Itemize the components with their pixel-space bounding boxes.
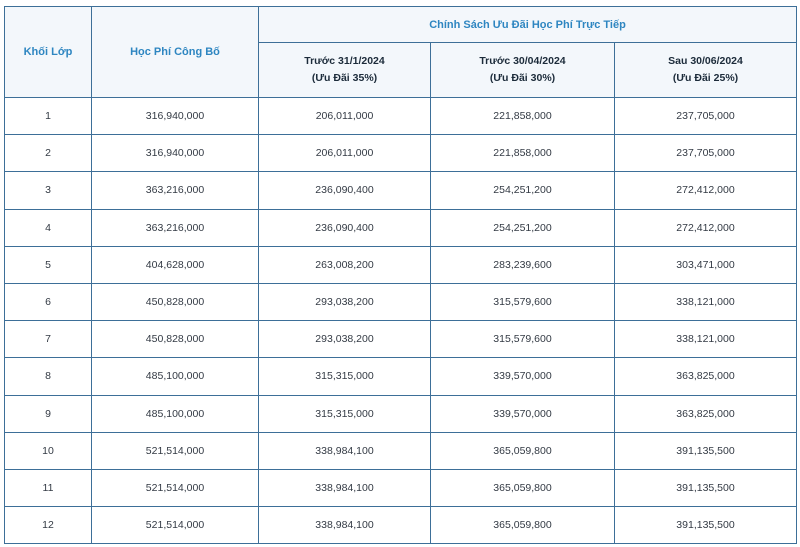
cell-published-fee: 363,216,000 [92,172,259,209]
cell-fee-before-jan: 236,090,400 [259,172,431,209]
cell-published-fee: 521,514,000 [92,432,259,469]
table-row [5,321,797,358]
table-row [5,507,797,544]
header-after-jun-discount: (Ưu Đãi 25%) [672,72,739,84]
cell-fee-before-jan: 206,011,000 [259,98,431,135]
cell-fee-before-jan: 206,011,000 [259,135,431,172]
cell-published-fee: 450,828,000 [92,283,259,320]
header-before-jan [259,43,431,98]
cell-fee-before-apr: 365,059,800 [431,507,615,544]
header-after-jun [615,43,797,98]
table-row [5,432,797,469]
cell-grade: 11 [5,469,92,506]
cell-fee-before-apr: 339,570,000 [431,395,615,432]
header-policy-group: Chính Sách Ưu Đãi Học Phí Trực Tiếp [259,7,797,43]
header-row-top [5,7,797,43]
cell-fee-before-apr: 221,858,000 [431,98,615,135]
cell-grade: 4 [5,209,92,246]
table-body [5,98,797,544]
header-before-jan-discount: (Ưu Đãi 35%) [311,72,378,84]
cell-grade: 8 [5,358,92,395]
cell-fee-before-jan: 338,984,100 [259,469,431,506]
cell-fee-before-apr: 254,251,200 [431,172,615,209]
cell-published-fee: 450,828,000 [92,321,259,358]
table-row [5,135,797,172]
header-after-jun-date: Sau 30/06/2024 [668,55,743,67]
cell-fee-before-apr: 365,059,800 [431,432,615,469]
cell-fee-before-apr: 339,570,000 [431,358,615,395]
table-row [5,98,797,135]
cell-published-fee: 521,514,000 [92,507,259,544]
cell-fee-before-apr: 254,251,200 [431,209,615,246]
cell-published-fee: 316,940,000 [92,98,259,135]
cell-grade: 1 [5,98,92,135]
cell-fee-after-jun: 272,412,000 [615,172,797,209]
header-published-fee: Học Phí Công Bố [92,7,259,98]
table-row [5,283,797,320]
cell-fee-after-jun: 363,825,000 [615,358,797,395]
cell-grade: 9 [5,395,92,432]
cell-fee-before-jan: 236,090,400 [259,209,431,246]
cell-fee-before-jan: 338,984,100 [259,507,431,544]
cell-published-fee: 404,628,000 [92,246,259,283]
table-row [5,209,797,246]
cell-fee-after-jun: 391,135,500 [615,469,797,506]
table-row [5,172,797,209]
cell-fee-before-jan: 315,315,000 [259,395,431,432]
cell-fee-before-jan: 293,038,200 [259,283,431,320]
cell-grade: 5 [5,246,92,283]
cell-fee-after-jun: 363,825,000 [615,395,797,432]
cell-grade: 10 [5,432,92,469]
cell-fee-after-jun: 338,121,000 [615,321,797,358]
cell-fee-after-jun: 237,705,000 [615,135,797,172]
cell-grade: 7 [5,321,92,358]
cell-grade: 3 [5,172,92,209]
cell-fee-after-jun: 237,705,000 [615,98,797,135]
cell-fee-before-apr: 283,239,600 [431,246,615,283]
cell-published-fee: 485,100,000 [92,358,259,395]
cell-published-fee: 521,514,000 [92,469,259,506]
header-grade: Khối Lớp [5,7,92,98]
cell-fee-after-jun: 303,471,000 [615,246,797,283]
table-row [5,246,797,283]
table-row [5,469,797,506]
cell-grade: 2 [5,135,92,172]
table-row [5,395,797,432]
cell-fee-after-jun: 391,135,500 [615,507,797,544]
cell-grade: 6 [5,283,92,320]
cell-fee-after-jun: 391,135,500 [615,432,797,469]
cell-fee-before-jan: 293,038,200 [259,321,431,358]
cell-fee-before-apr: 221,858,000 [431,135,615,172]
header-before-apr-date: Trước 30/04/2024 [479,55,566,67]
table-row [5,358,797,395]
cell-fee-before-apr: 365,059,800 [431,469,615,506]
header-before-jan-date: Trước 31/1/2024 [304,55,385,67]
cell-published-fee: 363,216,000 [92,209,259,246]
header-before-apr-discount: (Ưu Đãi 30%) [489,72,556,84]
cell-fee-before-apr: 315,579,600 [431,321,615,358]
cell-fee-before-jan: 315,315,000 [259,358,431,395]
cell-fee-after-jun: 338,121,000 [615,283,797,320]
tuition-table [4,6,797,544]
cell-fee-before-apr: 315,579,600 [431,283,615,320]
cell-grade: 12 [5,507,92,544]
cell-fee-after-jun: 272,412,000 [615,209,797,246]
header-before-apr [431,43,615,98]
cell-published-fee: 316,940,000 [92,135,259,172]
cell-fee-before-jan: 338,984,100 [259,432,431,469]
cell-published-fee: 485,100,000 [92,395,259,432]
cell-fee-before-jan: 263,008,200 [259,246,431,283]
